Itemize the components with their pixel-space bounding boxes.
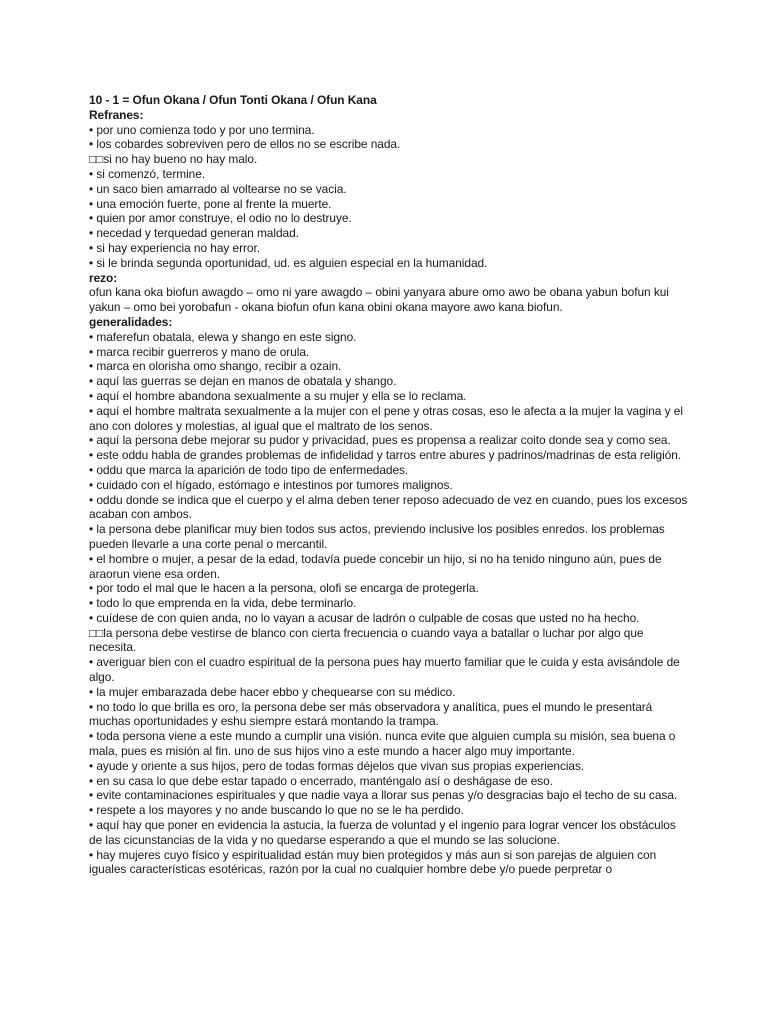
generalidad-item: • hay mujeres cuyo físico y espiritualidad están muy bien protegidos y más aun si son parejas de alguien con iguales características esotéricas, razón por la cual no cualquier hombre debe y/o puede perpretar o: [89, 847, 657, 877]
refran-line: • si comenzó, termine.: [89, 166, 206, 181]
generalidad-item: • toda persona viene a este mundo a cumplir una visión. nunca evite que alguien cumpla su misión, sea buena o mala, pues es misión al fin. uno de sus hijos vino a este mundo a hacer algo muy importante.: [89, 729, 676, 759]
section-heading-refranes: Refranes:: [89, 107, 144, 122]
refran-line: • si hay experiencia no hay error.: [89, 240, 261, 255]
generalidad-item: • aquí la persona debe mejorar su pudor y privacidad, pues es propensa a realizar coito donde sea y como sea.: [89, 433, 671, 448]
section-heading-rezo: rezo:: [89, 270, 118, 285]
generalidad-item: • todo lo que emprenda en la vida, debe terminarlo.: [89, 596, 357, 611]
generalidad-item: • no todo lo que brilla es oro, la persona debe ser más observadora y analítica, pues el mundo le presentará muchas oportunidades y eshu siempre estará montando la trampa.: [89, 699, 653, 729]
refran-line: • necedad y terquedad generan maldad.: [89, 226, 299, 241]
generalidad-item: • evite contaminaciones espirituales y que nadie vaya a llorar sus penas y/o desgracias bajo el techo de su casa.: [89, 788, 678, 803]
generalidad-item: • cuidado con el hígado, estómago e intestinos por tumores malignos.: [89, 477, 453, 492]
refran-line: • un saco bien amarrado al voltearse no se vacia.: [89, 181, 347, 196]
generalidad-item: • averiguar bien con el cuadro espiritual de la persona pues hay muerto familiar que le cuida y esta avisándole de algo.: [89, 655, 680, 685]
generalidad-item: • maferefun obatala, elewa y shango en este signo.: [89, 329, 357, 344]
generalidad-item: • en su casa lo que debe estar tapado o encerrado, manténgalo así o deshágase de eso.: [89, 773, 553, 788]
generalidad-item: • este oddu habla de grandes problemas de infidelidad y tarros entre abures y padrinos/madrinas de esta religión.: [89, 448, 682, 463]
section-generalidades: [89, 315, 689, 877]
generalidad-item: □□la persona debe vestirse de blanco con cierta frecuencia o cuando vaya a batallar o luchar por algo que necesita.: [89, 625, 644, 655]
document-title: 10 - 1 = Ofun Okana / Ofun Tonti Okana / Ofun Kana: [89, 93, 377, 107]
generalidad-item: • aquí el hombre maltrata sexualmente a la mujer con el pene y otras cosas, eso le afecta a la mujer la vagina y el ano con dolores y molestias, al igual que el maltrato de los senos.: [89, 403, 683, 433]
refran-line: □□si no hay bueno no hay malo.: [89, 152, 258, 167]
generalidad-item: • la mujer embarazada debe hacer ebbo y chequearse con su médico.: [89, 684, 456, 699]
refran-line: • los cobardes sobreviven pero de ellos no se escribe nada.: [89, 137, 401, 152]
generalidad-item: • la persona debe planificar muy bien todos sus actos, previendo inclusive los posibles enredos. los problemas pueden llevarle a una corte penal o mercantil.: [89, 522, 665, 551]
section-heading-generalidades: generalidades:: [89, 314, 173, 329]
refran-line: • una emoción fuerte, pone al frente la muerte.: [89, 196, 332, 211]
generalidad-item: • marca en olorisha omo shango, recibir a ozain.: [89, 359, 342, 374]
document-page: [89, 93, 689, 877]
generalidad-item: • aquí hay que poner en evidencia la astucia, la fuerza de voluntad y el ingenio para lograr vencer los obstáculos de las cicunstancias de la vida y no quedarse esperando a que el mundo se las solucione.: [89, 818, 676, 847]
generalidad-item: • cuídese de con quien anda, no lo vayan a acusar de ladrón o culpable de cosas que usted no ha hecho.: [89, 610, 640, 625]
generalidad-item: • oddu donde se indica que el cuerpo y el alma deben tener reposo adecuado de vez en cuando, pues los excesos acaban con ambos.: [89, 492, 688, 522]
generalidad-item: • aquí el hombre abandona sexualmente a su mujer y ella se lo reclama.: [89, 388, 467, 403]
refran-line: • si le brinda segunda oportunidad, ud. es alguien especial en la humanidad.: [89, 255, 488, 270]
generalidad-item: • oddu que marca la aparición de todo tipo de enfermedades.: [89, 462, 409, 477]
generalidad-item: • aquí las guerras se dejan en manos de obatala y shango.: [89, 374, 397, 389]
generalidad-item: • el hombre o mujer, a pesar de la edad, todavía puede concebir un hijo, si no ha tenido ninguno aún, pues de araorun viene esa orden.: [89, 551, 662, 581]
generalidad-item: • ayude y oriente a sus hijos, pero de todas formas déjelos que vivan sus propias experiencias.: [89, 758, 585, 773]
generalidad-item: • respete a los mayores y no ande buscando lo que no se le ha perdido.: [89, 803, 464, 818]
section-rezo: [89, 271, 689, 315]
refran-line: • por uno comienza todo y por uno termina.: [89, 122, 315, 137]
generalidad-item: • marca recibir guerreros y mano de orula.: [89, 344, 310, 359]
generalidad-item: • por todo el mal que le hacen a la persona, olofi se encarga de protegerla.: [89, 581, 479, 596]
section-refranes: [89, 108, 689, 271]
refran-line: • quien por amor construye, el odio no lo destruye.: [89, 211, 352, 226]
rezo-paragraph: ofun kana oka biofun awagdo – omo ni yare awagdo – obini yanyara abure omo awo be obana yabun bofun kui yakun – omo bei yorobafun - okana biofun ofun kana obini okana mayore awo kana biofun.: [89, 285, 669, 315]
